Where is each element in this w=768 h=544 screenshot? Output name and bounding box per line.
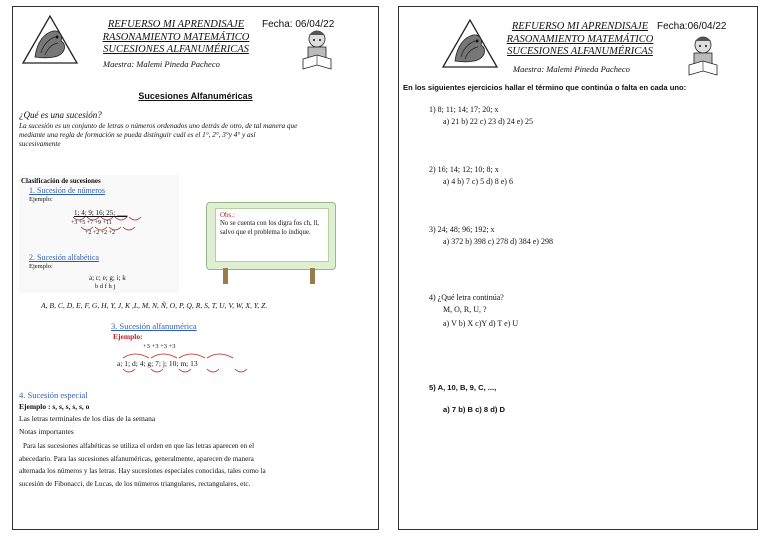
left-worksheet-page [12,6,379,530]
exercise-2-question: 2) 16; 14; 12; 10; 8; x [429,165,499,174]
alphanumeric-increments: +3 +3 +3 +3 [143,343,176,350]
note-board [215,208,329,262]
exercise-4-options: a) V b) X c)Y d) T e) U [443,319,519,328]
exercise-4-sequence: M, O, R, U, ? [443,305,487,314]
sign-post-right [310,268,315,284]
sign-post-left [223,268,228,284]
section-title: Sucesiones Alfanuméricas [138,91,253,101]
number-sequence-title: 1. Sucesión de números [29,186,105,195]
exercise-3-question: 3) 24; 48; 96; 192; x [429,225,495,234]
exercise-3-options: a) 372 b) 398 c) 278 d) 384 e) 298 [443,237,553,246]
exercise-4-question: 4) ¿Qué letra continúa? [429,293,504,302]
right-worksheet-page [398,6,758,530]
exercise-1-question: 1) 8; 11; 14; 17; 20; x [429,105,499,114]
alphanumeric-sequence: a; 1; d; 4; g; 7; j; 10; m; 13 [117,359,198,368]
note-sign [206,202,336,270]
student-reading-icon [685,35,721,79]
worksheet-title: REFUERSO MI APRENDISAJE RASONAMIENTO MATEMÁTICO SUCESIONES ALFANUMÉRICAS [506,21,654,57]
difference-arcs [71,215,161,237]
alphabetic-sequence: a; c; e; g; i; k [89,274,126,282]
classification-figure [19,175,179,293]
definition-text: La sucesión es un conjunto de letras o números ordenados uno detrás de otro, de tal manera que mediante una regla de formación se pueda distinguir cuál es el 1°, 2°, 3°y 4° y así sucesivamente [19,122,298,148]
exercise-5-question: 5) A, 10, B, 9, C, ..., [429,383,497,392]
alphanumeric-title: 3. Sucesión alfanumérica [111,321,197,331]
alphabet-line: A, B, C, D, E, F, G, H, Y, J, K ,L, M, N, Ñ, O, P, Q, R, S, T, U, V, W, X, Y, Z. [41,301,268,310]
date-label: Fecha: 06/04/22 [262,19,335,30]
special-example: Ejemplo : s, s, s, s, s, o [19,402,90,411]
number-first-differences: +3 +5 +7 +9 +11 [71,220,112,226]
classification-title: Clasificación de sucesiones [21,177,101,185]
alphabetic-skipped-letters: b d f h j [95,283,116,290]
question-heading: ¿Qué es una sucesión? [19,110,102,120]
instructions: En los siguientes ejercicios hallar el término que continúa o falta en cada uno: [403,83,687,92]
alphanumeric-lower-arcs [121,368,261,376]
exercise-1-options: a) 21 b) 22 c) 23 d) 24 e) 25 [443,117,533,126]
exercise-2-options: a) 4 b) 7 c) 5 d) 8 e) 6 [443,177,513,186]
alphabetic-example-label: Ejemplo: [29,263,53,270]
date-label: Fecha:06/04/22 [657,21,727,32]
note-text: No se cuenta con los digra fos ch, ll, salvo que el problema lo indique. [220,220,319,236]
alphanumeric-example-label: Ejemplo: [113,332,143,341]
teacher-name: Maestra: Malemi Pineda Pacheco [513,64,630,74]
teacher-name: Maestra: Malemi Pineda Pacheco [103,59,220,69]
worksheet-title: REFUERSO MI APRENDISAJE RASONAMIENTO MATEMÁTICO SUCESIONES ALFANUMÉRICAS [102,19,250,55]
special-sequence-title: 4. Sucesión especial [19,390,88,400]
exercise-5-options: a) 7 b) B c) 8 d) D [443,405,506,414]
special-description: Las letras terminales de los días de la semana [19,414,156,423]
lion-crest-logo [19,13,81,67]
notes-paragraph: Para las sucesiones alfabéticas se utiliza el orden en que las letras aparecen en el abecedario. Para las sucesiones alfanuméricas, generalmente, aparecen de manera alternada los números y las letras. Hay sucesiones especiales conocidas, tales como la sucesión de Fibonacci, de Lucas, de los números triangulares, rectangulares, etc. [19,442,266,488]
notes-title: Notas importantes [19,427,74,436]
note-title: Obs.: [220,211,235,219]
lion-crest-logo [439,17,501,71]
student-reading-icon [299,29,335,73]
number-second-differences: +2 +2 +2 +2 [85,230,116,236]
number-example-label: Ejemplo: [29,196,53,203]
number-sequence: 1; 4; 9; 16; 25; ___ [74,209,128,217]
alphabetic-sequence-title: 2. Sucesión alfabética [29,253,99,262]
